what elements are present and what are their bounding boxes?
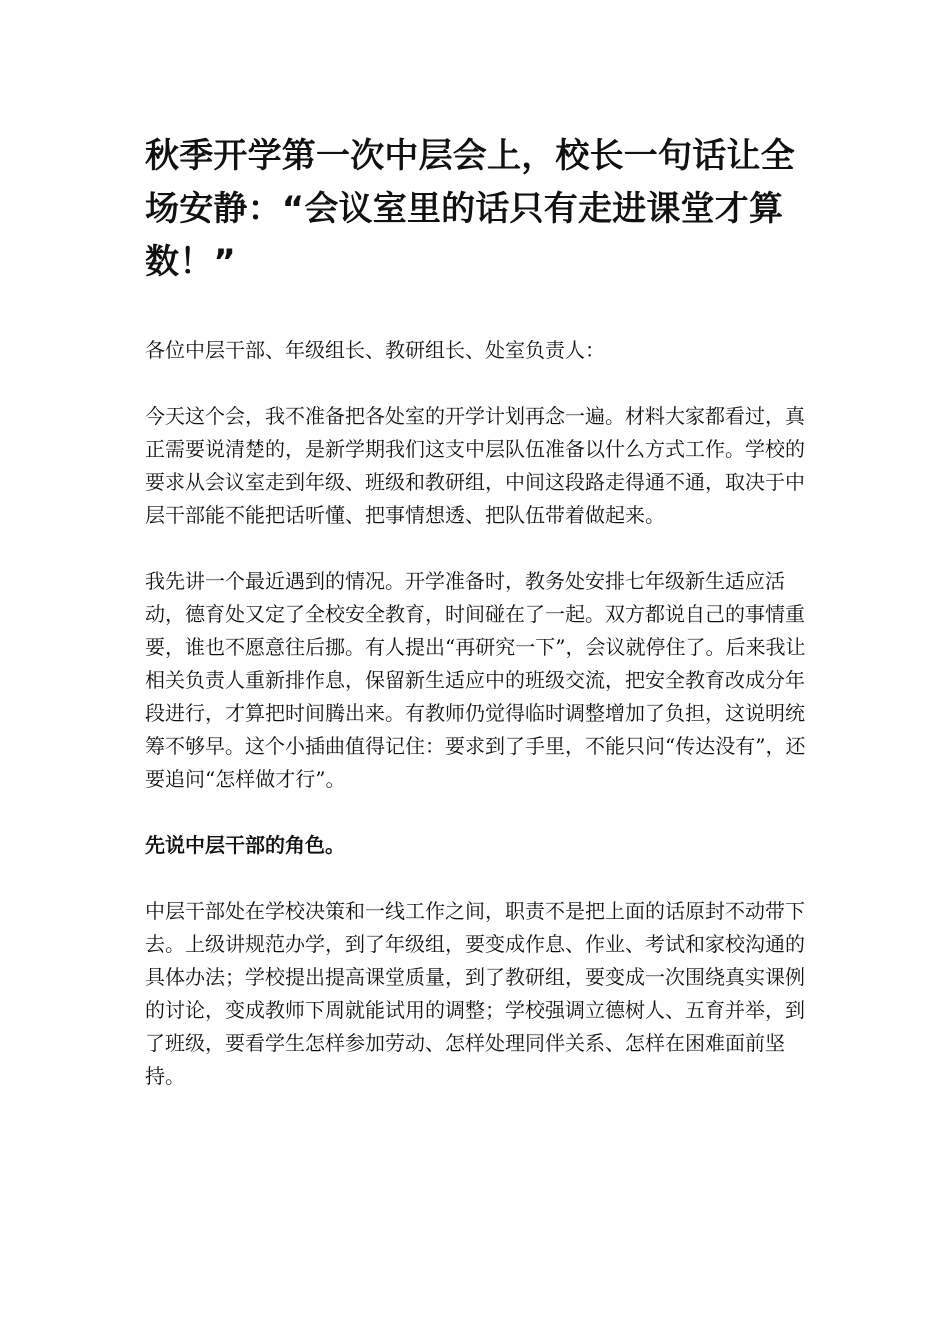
document-title: 秋季开学第一次中层会上，校长一句话让全场安静：“会议室里的话只有走进课堂才算数！” bbox=[145, 136, 795, 282]
section-heading: 先说中层干部的角色。 bbox=[145, 833, 345, 857]
document-content bbox=[145, 130, 810, 1093]
section-paragraph: 中层干部处在学校决策和一线工作之间，职责不是把上面的话原封不动带下去。上级讲规范办学，到了年级组，要变成作息、作业、考试和家校沟通的具体办法；学校提出提高课堂质量，到了教研组，要变成一次围绕真实课例的讨论，变成教师下周就能试用的调整；学校强调立德树人、五育并举，到了班级，要看学生怎样参加劳动、怎样处理同伴关系、怎样在困难面前坚持。 bbox=[145, 899, 805, 1088]
greeting-line: 各位中层干部、年级组长、教研组长、处室负责人： bbox=[145, 338, 605, 362]
body-paragraph-2: 我先讲一个最近遇到的情况。开学准备时，教务处安排七年级新生适应活动，德育处又定了全校安全教育，时间碰在了一起。双方都说自己的事情重要，谁也不愿意往后挪。有人提出“再研究一下”，会议就停住了。后来我让相关负责人重新排作息，保留新生适应中的班级交流，把安全教育改成分年段进行，才算把时间腾出来。有教师仍觉得临时调整增加了负担，这说明统筹不够早。这个小插曲值得记住：要求到了手里，不能只问“传达没有”，还要追问“怎样做才行”。 bbox=[145, 569, 806, 791]
body-paragraph-1: 今天这个会，我不准备把各处室的开学计划再念一遍。材料大家都看过，真正需要说清楚的，是新学期我们这支中层队伍准备以什么方式工作。学校的要求从会议室走到年级、班级和教研组，中间这段路走得通不通，取决于中层干部能不能把话听懂、把事情想透、把队伍带着做起来。 bbox=[145, 404, 805, 527]
